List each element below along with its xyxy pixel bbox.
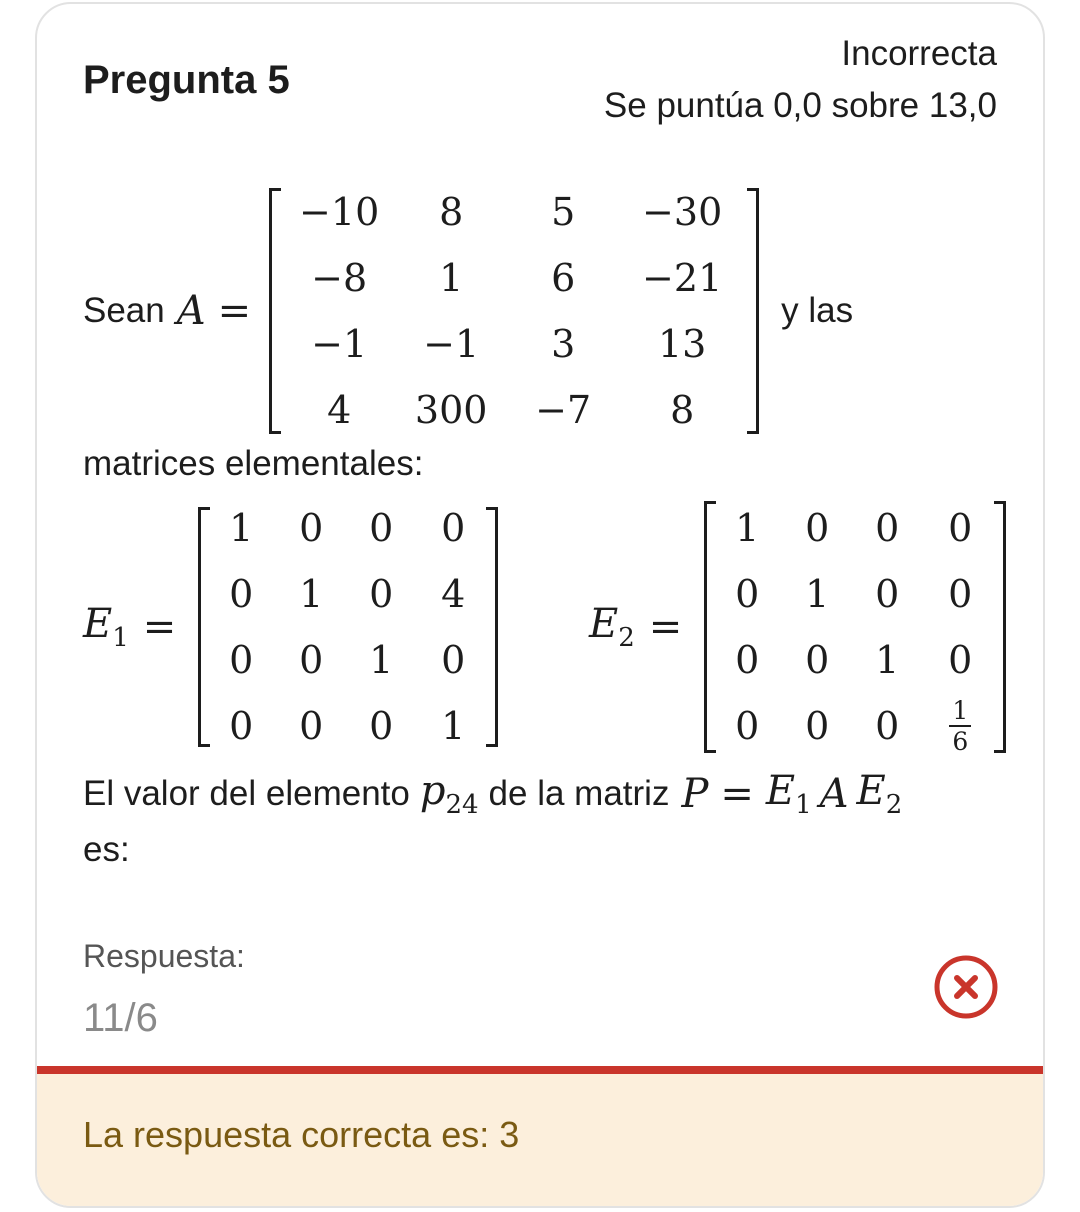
question-title: Pregunta 5 xyxy=(83,58,290,102)
statement-line-2: matrices elementales: xyxy=(83,444,424,483)
matrix-cell: 0 xyxy=(299,704,324,748)
matrix-cell: 0 xyxy=(369,704,394,748)
matrix-cell: 1 xyxy=(299,572,324,616)
e2-label: $E_2$ xyxy=(589,601,635,653)
matrix-cell: 0 xyxy=(948,638,973,682)
matrix-cell: 0 xyxy=(805,506,830,550)
matrix-e1-grid xyxy=(206,507,490,747)
matrix-cell: 5 xyxy=(551,190,576,234)
equals-sign: = xyxy=(142,604,177,650)
formula-equals: = xyxy=(720,771,754,817)
formula-p: P xyxy=(681,771,709,817)
p24-symbol: $p_{24}$ xyxy=(419,768,479,820)
question-prefix: El valor del elemento xyxy=(83,774,410,813)
answer-label: Respuesta: xyxy=(83,938,245,974)
equals-sign: = xyxy=(648,604,683,650)
matrix-cell: 4 xyxy=(327,388,352,432)
formula-e2: $E_2$ xyxy=(856,768,903,820)
fraction-denominator: 6 xyxy=(952,727,969,756)
matrix-cell: 0 xyxy=(369,572,394,616)
question-grade: Se puntúa 0,0 sobre 13,0 xyxy=(603,86,997,125)
equals-sign: = xyxy=(217,288,252,334)
matrix-cell: 1 xyxy=(805,572,830,616)
matrix-cell: 8 xyxy=(670,388,695,432)
matrix-cell: −30 xyxy=(642,190,723,234)
matrix-cell: 13 xyxy=(657,322,707,366)
matrix-cell: 1 xyxy=(735,506,760,550)
matrix-cell: 0 xyxy=(441,638,466,682)
matrix-cell: 6 xyxy=(551,256,576,300)
fraction-numerator: 1 xyxy=(949,698,971,727)
matrix-cell: 0 xyxy=(441,506,466,550)
answer-value: 11/6 xyxy=(83,996,158,1040)
matrix-cell: −1 xyxy=(423,322,480,366)
e1-label: $E_1$ xyxy=(83,601,129,653)
matrix-cell: 0 xyxy=(875,704,900,748)
fraction xyxy=(949,698,971,754)
matrix-a xyxy=(269,188,759,434)
matrix-cell: 1 xyxy=(875,638,900,682)
matrix-cell: −1 xyxy=(311,322,368,366)
question-line xyxy=(83,766,902,822)
matrix-cell: 0 xyxy=(948,506,973,550)
matrix-cell: 8 xyxy=(439,190,464,234)
matrix-cell: −8 xyxy=(311,256,368,300)
matrix-cell: 0 xyxy=(299,638,324,682)
question-end: es: xyxy=(83,830,130,869)
matrix-cell: −7 xyxy=(535,388,592,432)
matrix-cell: 0 xyxy=(735,638,760,682)
matrix-cell: 1 xyxy=(369,638,394,682)
feedback-text: La respuesta correcta es: 3 xyxy=(83,1114,520,1155)
matrix-cell: 0 xyxy=(948,572,973,616)
matrix-e1 xyxy=(198,507,498,747)
matrix-cell: 3 xyxy=(551,322,576,366)
matrix-cell: 0 xyxy=(875,506,900,550)
matrix-cell: 0 xyxy=(229,704,254,748)
matrix-cell: 0 xyxy=(805,638,830,682)
matrix-e2-block xyxy=(589,496,1006,758)
statement-intro: Sean xyxy=(83,291,165,330)
matrix-cell: 1 xyxy=(439,256,464,300)
matrix-cell: 0 xyxy=(299,506,324,550)
matrix-e1-block xyxy=(83,496,498,758)
statement-after-a: y las xyxy=(781,291,854,330)
statement-line-a xyxy=(83,186,853,436)
matrix-cell: 1 xyxy=(441,704,466,748)
question-card xyxy=(35,2,1045,1208)
matrix-cell: 0 xyxy=(369,506,394,550)
matrix-cell: 0 xyxy=(229,572,254,616)
feedback-panel xyxy=(37,1066,1045,1208)
matrix-cell: 4 xyxy=(441,572,466,616)
x-circle-icon xyxy=(933,954,999,1020)
question-mid: de la matriz xyxy=(488,774,670,813)
matrix-cell: 0 xyxy=(805,704,830,748)
matrix-cell: 0 xyxy=(735,572,760,616)
matrix-cell: −21 xyxy=(642,256,723,300)
matrix-cell: 0 xyxy=(735,704,760,748)
matrix-cell: 0 xyxy=(229,638,254,682)
matrix-e2 xyxy=(704,501,1006,756)
matrix-e2-grid xyxy=(712,501,998,756)
question-state: Incorrecta xyxy=(841,34,997,73)
matrix-cell xyxy=(922,693,998,759)
matrix-cell: 0 xyxy=(875,572,900,616)
formula-a: A xyxy=(819,771,849,817)
matrix-a-label: A xyxy=(176,288,206,334)
matrix-cell: 300 xyxy=(414,388,488,432)
matrix-cell: 1 xyxy=(229,506,254,550)
formula-e1: $E_1$ xyxy=(765,768,812,820)
matrix-cell: −10 xyxy=(299,190,380,234)
matrix-a-grid xyxy=(283,188,745,434)
